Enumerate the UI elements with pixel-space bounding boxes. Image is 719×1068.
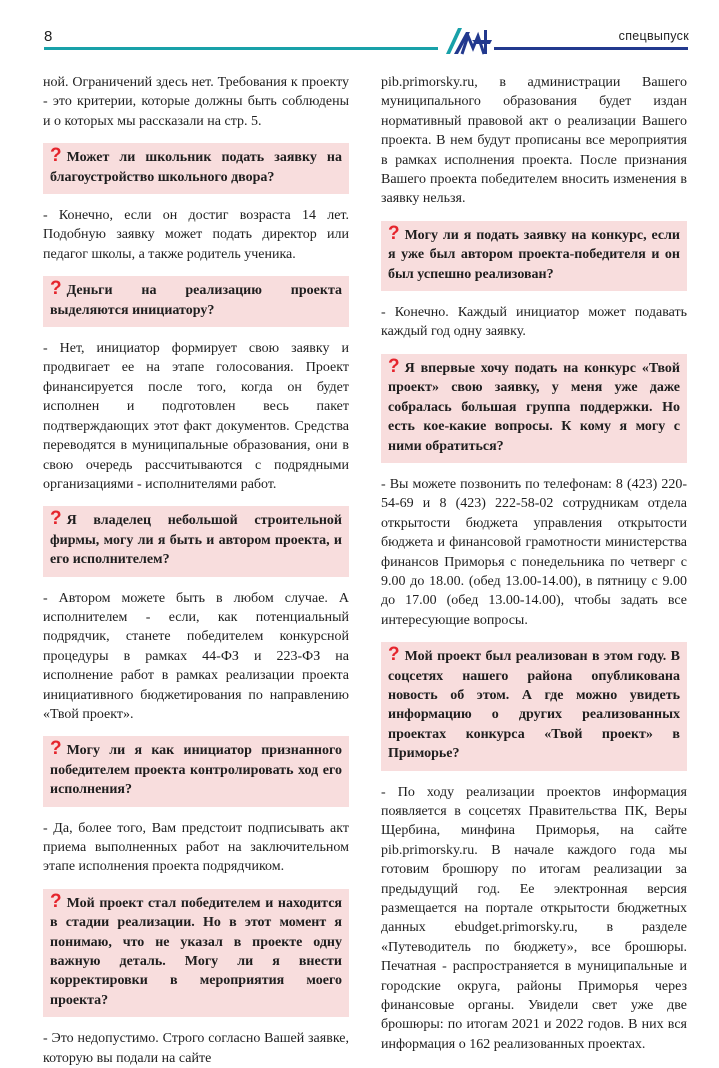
question-mark-icon: ? (388, 355, 400, 377)
header-rule-blue (494, 47, 688, 50)
ministry-logo-icon (442, 26, 494, 56)
question-text: Мой проект стал победителем и находится в стадии реализации. Но в этот момент я понимаю, что не указал в проекте одну важную деталь. Могу ли я внести корректировки в мероприятия моего проекта? (50, 895, 342, 1008)
question-box (381, 642, 687, 770)
question-mark-icon: ? (50, 278, 62, 300)
page-number: 8 (44, 28, 53, 45)
question-box (43, 506, 349, 576)
question-mark-icon: ? (388, 644, 400, 666)
answer-text: - Это недопустимо. Строго согласно Вашей заявке, которую вы подали на сайте (43, 1031, 349, 1066)
right-intro-text: pib.primorsky.ru, в администрации Вашего муниципального образования будет издан нормативный правовой акт о реализации Вашего проекта. В нем будут прописаны все мероприятия в рамках исполнения проекта. После признания Вашего проекта победителем вносить изменения в заявку нельзя. (381, 75, 687, 207)
question-box (43, 889, 349, 1017)
question-mark-icon: ? (50, 508, 62, 530)
question-mark-icon: ? (50, 890, 62, 912)
question-text: Могу ли я подать заявку на конкурс, если я уже был автором проекта-победителя и он был успешно реализован? (388, 227, 680, 282)
question-mark-icon: ? (388, 222, 400, 244)
right-column (381, 73, 687, 1054)
question-box (43, 736, 349, 806)
question-text: Мой проект был реализован в этом году. В соцсетях нашего района опубликована новость об этом. А где можно увидеть информацию о других реализованных проектах конкурса «Твой проект» в Приморье? (388, 649, 680, 762)
answer-text: - По ходу реализации проектов информация появляется в соцсетях Правительства ПК, Веры Щербина, минфина Приморья, на сайте pib.primorsky.ru. В начале каждого года мы готовим брошюру по итогам реализации за предыдущий год. Ее электронная версия размещается на портале открытости бюджетных данных ebudget.primorsky.ru, в разделе «Путеводитель по бюджету», все брошюры. Печатная - распространяется в муниципальные и городские округа, районы Приморья через финансовые органы. Увидели свет уже две брошюры: по итогам 2021 и 2022 годов. В них вся информация о 162 реализованных проектах. (381, 784, 687, 1052)
answer-text: - Нет, инициатор формирует свою заявку и продвигает ее на этапе голосования. Проект финансируется после того, когда он будет исполнен и подготовлен весь пакет подтверждающих этот факт документов. Средства переводятся в муниципальные образования, они в свою очередь рассчитываются с подрядными организациями - исполнителями работ. (43, 341, 349, 492)
section-label: спецвыпуск (618, 29, 689, 43)
header-rule-teal (44, 47, 438, 50)
left-column (43, 73, 349, 1068)
left-intro-text: ной. Ограничений здесь нет. Требования к проекту - это критерии, которые должны быть соблюдены и о которых мы рассказали на стр. 5. (43, 75, 349, 129)
question-text: Я впервые хочу подать на конкурс «Твой проект» свою заявку, у меня уже даже собралась большая группа поддержки. Но есть кое-какие вопросы. К кому я могу с ними обратиться? (388, 360, 680, 454)
question-text: Может ли школьник подать заявку на благоустройство школьного двора? (50, 150, 342, 185)
question-text: Я владелец небольшой строительной фирмы, могу ли я быть и автором проекта, и его исполнителем? (50, 513, 342, 568)
question-text: Деньги на реализацию проекта выделяются инициатору? (50, 283, 342, 318)
question-box (381, 354, 687, 463)
question-box (43, 276, 349, 327)
answer-text: - Конечно. Каждый инициатор может подавать каждый год одну заявку. (381, 305, 687, 340)
answer-text: - Автором можете быть в любом случае. А исполнителем - если, как потенциальный подрядчик, станете победителем конкурсной процедуры в рамках 44-ФЗ и 223-ФЗ на исполнение работ в рамках реализации проекта инициативного бюджетирования по направлению «Твой проект». (43, 590, 349, 722)
question-box (43, 143, 349, 194)
answer-text: - Конечно, если он достиг возраста 14 лет. Подобную заявку может подать директор или педагог школы, а также родитель ученика. (43, 208, 349, 262)
page-header (0, 0, 719, 60)
question-box (381, 221, 687, 291)
question-mark-icon: ? (50, 145, 62, 167)
question-text: Могу ли я как инициатор признанного победителем проекта контролировать ход его исполнения? (50, 743, 342, 798)
question-mark-icon: ? (50, 738, 62, 760)
answer-text: - Да, более того, Вам предстоит подписывать акт приема выполненных работ на заключительном этапе исполнения проекта подрядчиком. (43, 820, 349, 875)
answer-text: - Вы можете позвонить по телефонам: 8 (423) 220-54-69 и 8 (423) 222-58-02 сотрудникам отдела открытости бюджета управления открытости бюджета и финансовой грамотности министерства финансов Приморья с понедельника по четверг с 9.00 до 18.00. (обед 13.00-14.00), в пятницу с 9.00 до 17.00 (обед 13.00-14.00), чтобы задать все интересующие вопросы. (381, 476, 687, 628)
